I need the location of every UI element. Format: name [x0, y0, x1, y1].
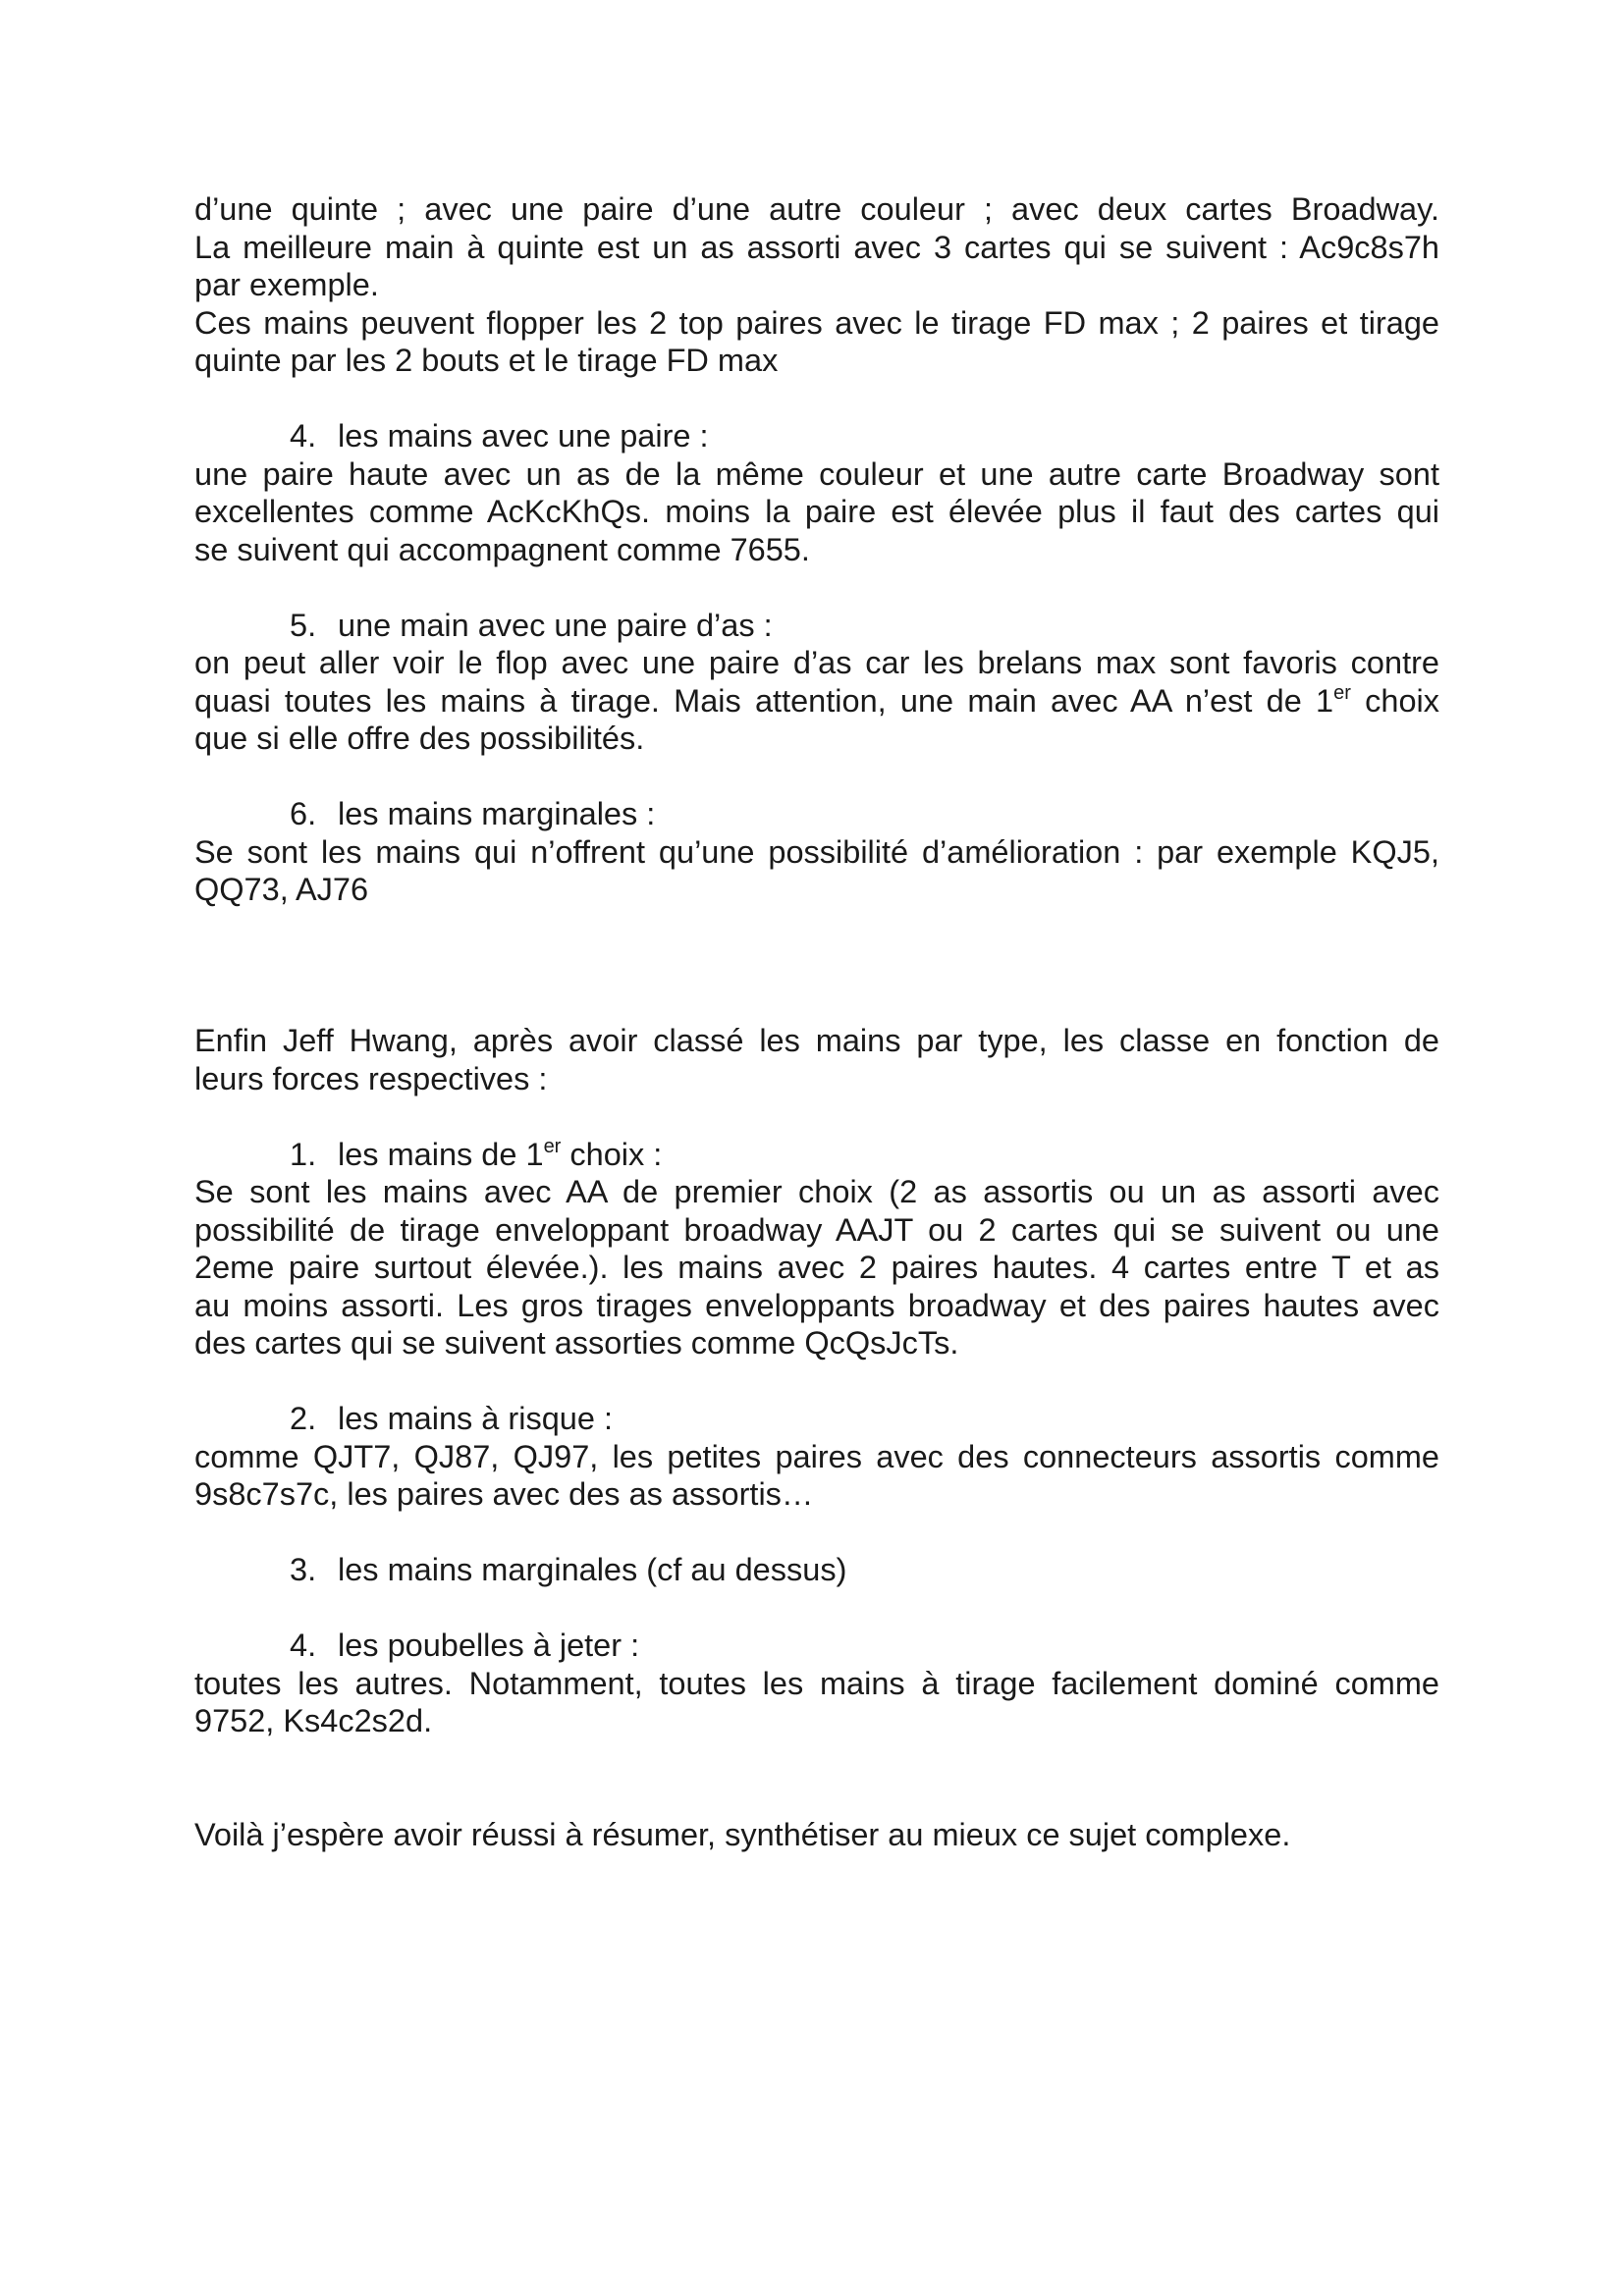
list-item-title: les mains marginales (cf au dessus) [338, 1552, 847, 1587]
text-line: se suivent qui accompagnent comme 7655. [194, 531, 810, 567]
text-line: leurs forces respectives : [194, 1060, 548, 1096]
list-item-paragraph [194, 1665, 1439, 1740]
list-item-paragraph [194, 1438, 1439, 1514]
classification-intro-paragraph [194, 1022, 1439, 1097]
text-line: d’une quinte ; avec une paire d’une autre couleur ; avec deux cartes Broadway. [194, 191, 1439, 227]
text-line: toutes les autres. Notamment, toutes les mains à tirage facilement dominé comme [194, 1665, 1439, 1701]
text-line: Se sont les mains qui n’offrent qu’une possibilité d’amélioration : par exemple KQJ5, [194, 833, 1439, 870]
text-line: Voilà j’espère avoir réussi à résumer, synthétiser au mieux ce sujet complexe. [194, 1816, 1291, 1852]
list-item-title: les poubelles à jeter : [338, 1628, 640, 1663]
conclusion-paragraph [194, 1816, 1439, 1854]
document-body [194, 190, 1439, 1853]
text-line: QQ73, AJ76 [194, 872, 369, 907]
text-line: des cartes qui se suivent assorties comme QcQsJcTs. [194, 1325, 959, 1361]
text-line: 9752, Ks4c2s2d. [194, 1703, 433, 1738]
text-line: Ces mains peuvent flopper les 2 top paires avec le tirage FD max ; 2 paires et tirage [194, 304, 1439, 341]
text-line: au moins assorti. Les gros tirages enveloppants broadway et des paires hautes avec [194, 1287, 1439, 1323]
list-item-paragraph [194, 1173, 1439, 1362]
list-item-paragraph [194, 833, 1439, 909]
list-item-heading [194, 795, 1439, 833]
text-line: excellentes comme AcKcKhQs. moins la paire est élevée plus il faut des cartes qui [194, 494, 1439, 529]
text-line: quinte par les 2 bouts et le tirage FD max [194, 343, 779, 378]
list-item-title: les mains avec une paire : [338, 418, 709, 454]
text-line: Se sont les mains avec AA de premier choix (2 as assortis ou un as assorti avec [194, 1174, 1439, 1209]
list-number: 4. [290, 418, 317, 454]
text-line: une paire haute avec un as de la même couleur et une autre carte Broadway sont [194, 455, 1439, 492]
list-item-title: les mains marginales : [338, 796, 656, 831]
text-line: 2eme paire surtout élevée.). les mains avec 2 paires hautes. 4 cartes entre T et as [194, 1250, 1439, 1285]
list-number: 4. [290, 1628, 317, 1663]
list-item-title: les mains à risque : [338, 1401, 613, 1436]
list-item-heading [194, 1136, 1439, 1174]
list-number: 6. [290, 796, 317, 831]
list-item-heading [194, 1551, 1439, 1589]
intro-paragraph [194, 190, 1439, 380]
list-item-title: une main avec une paire d’as : [338, 607, 773, 643]
list-item-heading [194, 1627, 1439, 1665]
text-line: par exemple. [194, 267, 379, 302]
text-line: on peut aller voir le flop avec une paire d’as car les brelans max sont favoris contre [194, 645, 1439, 680]
list-item-heading [194, 1400, 1439, 1438]
list-number: 1. [290, 1136, 317, 1172]
list-number: 5. [290, 607, 317, 643]
list-number: 2. [290, 1401, 317, 1436]
text-line: comme QJT7, QJ87, QJ97, les petites paires avec des connecteurs assortis comme [194, 1438, 1439, 1474]
text-line: La meilleure main à quinte est un as assorti avec 3 cartes qui se suivent : Ac9c8s7h [194, 229, 1439, 265]
list-item-heading [194, 607, 1439, 645]
text-line: Enfin Jeff Hwang, après avoir classé les mains par type, les classe en fonction de [194, 1023, 1439, 1058]
text-line: possibilité de tirage enveloppant broadway AAJT ou 2 cartes qui se suivent ou une [194, 1211, 1439, 1248]
list-item-title: les mains de 1er choix : [338, 1135, 663, 1172]
text-line: quasi toutes les mains à tirage. Mais attention, une main avec AA n’est de 1er choix [194, 681, 1440, 719]
list-number: 3. [290, 1552, 317, 1587]
text-line: 9s8c7s7c, les paires avec des as assortis… [194, 1476, 814, 1512]
list-item-paragraph [194, 644, 1439, 758]
list-item-heading [194, 417, 1439, 455]
list-item-paragraph [194, 455, 1439, 569]
text-line: que si elle offre des possibilités. [194, 721, 645, 756]
